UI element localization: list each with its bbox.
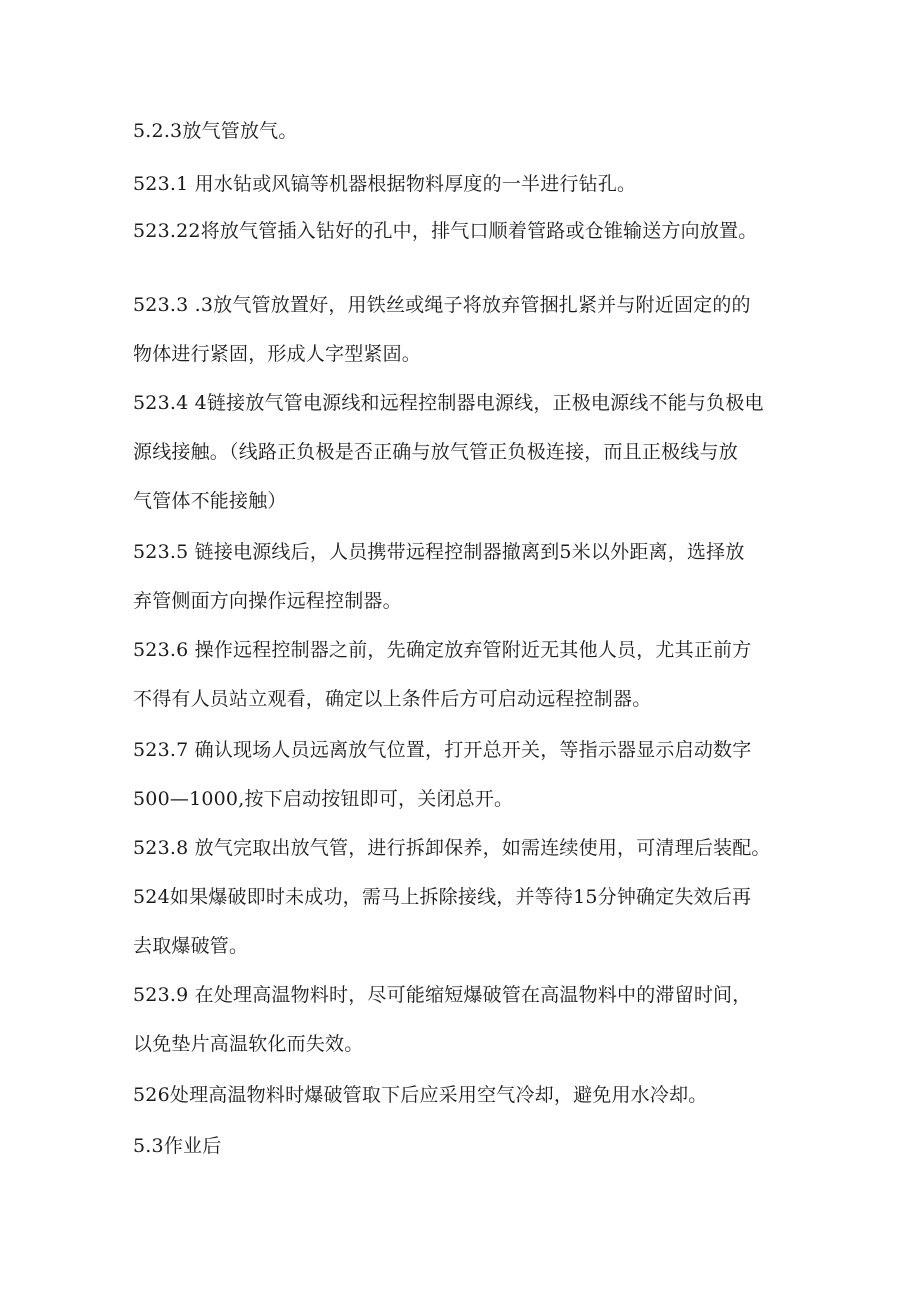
paragraph-523-22: 523.22将放气管插入钻好的孔中，排气口顺着管路或仓锥输送方向放置。 — [133, 220, 758, 242]
paragraph-523-9-line-2: 以免垫片高温软化而失效。 — [133, 1033, 364, 1055]
paragraph-523-7-line-1: 523.7 确认现场人员远离放气位置，打开总开关，等指示器显示启动数字 — [133, 739, 752, 761]
paragraph-524-line-2: 去取爆破管。 — [133, 935, 249, 957]
paragraph-523-4-line-1: 523.4 4链接放气管电源线和远程控制器电源线，正极电源线不能与负极电 — [133, 392, 764, 414]
paragraph-526: 526处理高温物料时爆破管取下后应采用空气冷却，避免用水冷却。 — [133, 1084, 708, 1106]
paragraph-524-line-1: 524如果爆破即时未成功，需马上拆除接线，并等待15分钟确定失效后再 — [133, 886, 752, 908]
section-heading-5-2-3: 5.2.3放气管放气。 — [133, 120, 298, 142]
paragraph-523-7-line-2: 500—1000,按下启动按钮即可，关闭总开。 — [133, 788, 514, 810]
paragraph-523-6-line-2: 不得有人员站立观看，确定以上条件后方可启动远程控制器。 — [133, 688, 652, 710]
paragraph-523-3-line-1: 523.3 .3放气管放置好，用铁丝或绳子将放弃管捆扎紧并与附近固定的的 — [133, 294, 751, 316]
paragraph-523-5-line-1: 523.5 链接电源线后，人员携带远程控制器撤离到5米以外距离，选择放 — [133, 541, 745, 563]
paragraph-523-8: 523.8 放气完取出放气管，进行拆卸保养，如需连续使用，可清理后装配。 — [133, 837, 771, 859]
paragraph-523-6-line-1: 523.6 操作远程控制器之前，先确定放弃管附近无其他人员，尤其正前方 — [133, 639, 752, 661]
paragraph-523-9-line-1: 523.9 在处理高温物料时，尽可能缩短爆破管在高温物料中的滞留时间， — [133, 984, 752, 1006]
paragraph-523-1: 523.1 用水钻或风镐等机器根据物料厚度的一半进行钻孔。 — [133, 173, 637, 195]
section-heading-5-3: 5.3作业后 — [133, 1135, 222, 1157]
paragraph-523-3-line-2: 物体进行紧固，形成人字型紧固。 — [133, 343, 422, 365]
paragraph-523-4-line-3: 气管体不能接触） — [133, 490, 287, 512]
paragraph-523-5-line-2: 弃管侧面方向操作远程控制器。 — [133, 590, 402, 612]
paragraph-523-4-line-2: 源线接触。（线路正负极是否正确与放气管正负极连接，而且正极线与放 — [133, 441, 738, 463]
